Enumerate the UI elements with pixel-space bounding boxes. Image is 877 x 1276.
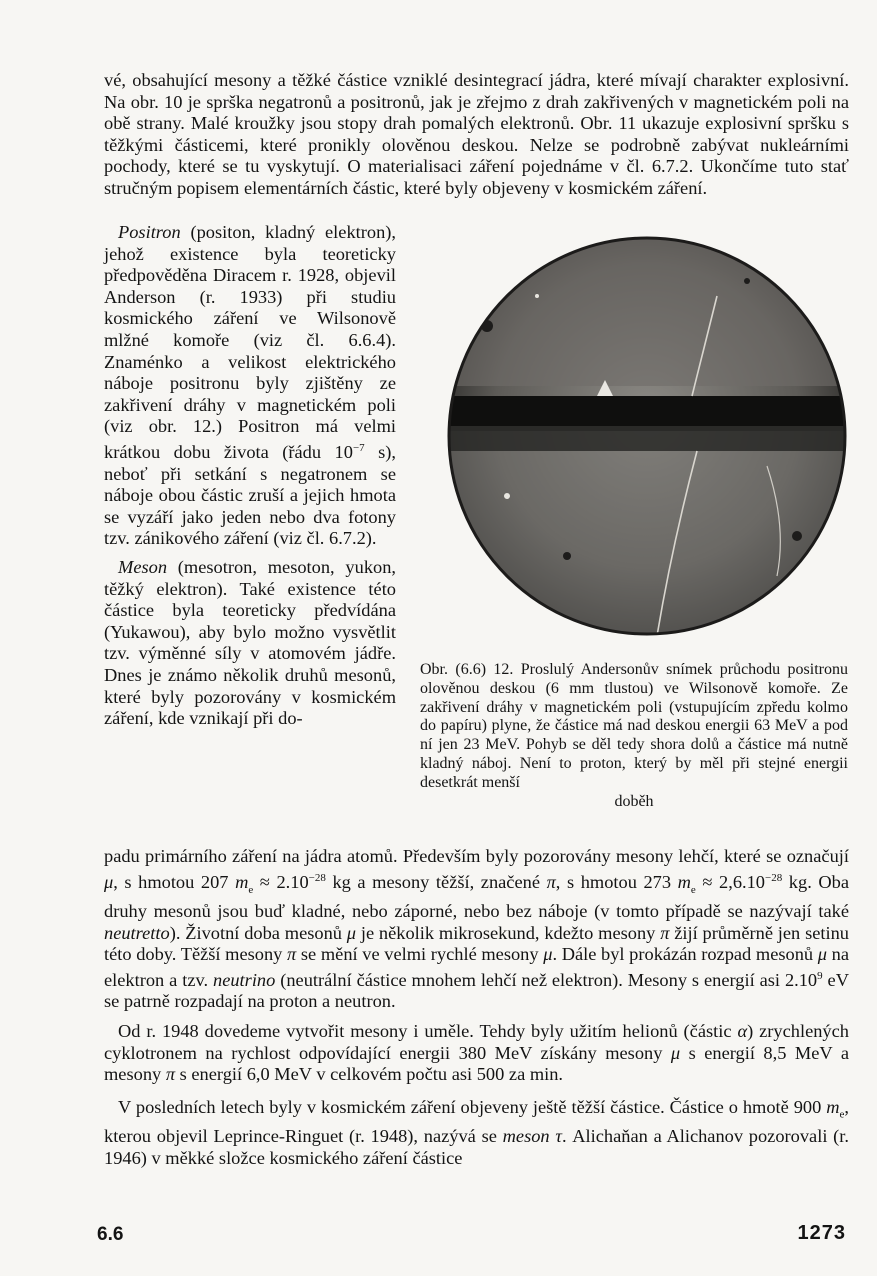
artificial-mesons-paragraph: Od r. 1948 dovedeme vytvořit mesony i uměle. Tehdy byly užitím helionů (částic α) zrychlených cyklotronem na rychlost odpovídající energii 380 MeV získány mesony μ s energií 8,5 MeV a mesony π s energií 6,0 MeV v celkovém počtu asi 500 za min. (104, 1021, 849, 1085)
caption-last-line: doběh (614, 792, 654, 810)
caption-text: Obr. (6.6) 12. Proslulý Andersonův snímek průchodu positronu olověnou deskou (6 mm tlustou) ve Wilsonově komoře. Ze zakřivení dráhy v magnetickém poli (vstupujícím zpředu kolmo do papíru) plyne, že částice má nad deskou energii 63 MeV a pod ní jen 23 MeV. Pohyb se děl tedy shora dolů a částice má nutně kladný náboj. Není to proton, který by měl při stejné energii desetkrát menší (420, 661, 848, 791)
positron-text-2: s), neboť při setkání s negatronem se náboje obou částic zruší a jejich hmota se vyzáří jako jeden nebo dva fotony tzv. zánikového záření (viz čl. 6.7.2). (104, 442, 396, 549)
page-number: 1273 (797, 1222, 846, 1244)
positron-exponent: −7 (352, 441, 365, 454)
meson-continuation-paragraph: padu primárního záření na jádra atomů. Především byly pozorovány mesony lehčí, které se označují μ, s hmotou 207 $m_e \approx 2.10^{-28}$ kg a mesony těžší, značené π, s hmotou 273 $m_e \approx 2,6.10^{-28}$ kg. Oba druhy mesonů jsou buď kladné, nebo záporné, nebo bez náboje (v tomto případě se nazývají také neutretto). Životní doba mesonů μ je několik mikrosekund, kdežto mesony π žijí průměrně jen setinu této doby. Těžší mesony π se mění ve velmi rychlé mesony μ. Dále byl prokázán rozpad mesonů μ na elektron a tzv. neutrino (neutrální částice mnohem lehčí než elektron). Mesony s energií asi 2.10$^9$ eV se patrně rozpadají na proton a neutron. (104, 846, 850, 1012)
heavy-particles-paragraph: V posledních letech byly v kosmickém záření objeveny ještě těžší částice. Částice o hmotě 900 $m_e$, kterou objevil Leprince-Ringuet (r. 1948), nazývá se meson τ. Alichaňan a Alichanov pozorovali (r. 1946) v měkké složce kosmického záření částice (104, 1096, 850, 1168)
positron-term: Positron (118, 222, 181, 242)
bottom-text (104, 846, 849, 1169)
top-paragraph: vé, obsahující mesony a těžké částice vzniklé desintegrací jádra, které mívají charakter explosivní. Na obr. 10 je sprška negatronů a positronů, jak je zřejmo z drah zakřivených v magnetickém poli na obě strany. Malé kroužky jsou stopy drah pomalých elektronů. Obr. 11 ukazuje explosivní spršku s těžkými částicemi, které pronikly olověnou deskou. Nelze se podrobně zabývat nukleárními pochody, které se tu vyskytují. O materialisaci záření pojednáme v čl. 6.7.2. Ukončíme tuto stať stručným popisem elementárních částic, které byly objeveny v kosmickém záření. (104, 70, 849, 198)
positron-paragraph (104, 222, 396, 730)
cloud-chamber-photo (447, 236, 847, 636)
figure-caption (420, 661, 848, 811)
positron-text: (positon, kladný elektron), jehož existence byla teoreticky předpověděna Diracem r. 1928, objevil Anderson (r. 1933) při studiu kosmického záření ve Wilsonově mlžné komoře (viz čl. 6.6.4). Znaménko a velikost elektrického náboje positronu byly zjištěny ze zakřivení dráhy v magnetickém poli (viz obr. 12.) Positron má velmi krátkou dobu života (řádu 10 (104, 222, 396, 463)
meson-text: (mesotron, mesoton, yukon, těžký elektron). Také existence této částice byla teoreticky předvídána (Yukawou), aby bylo možno vysvětlit tzv. výměnné síly v atomovém jádře. Dnes je známo několik druhů mesonů, které byly pozorovány v kosmickém záření, kde vznikají při do- (104, 557, 396, 729)
positron-track-image (447, 236, 847, 636)
section-number: 6.6 (97, 1224, 124, 1245)
meson-term: Meson (118, 557, 168, 578)
